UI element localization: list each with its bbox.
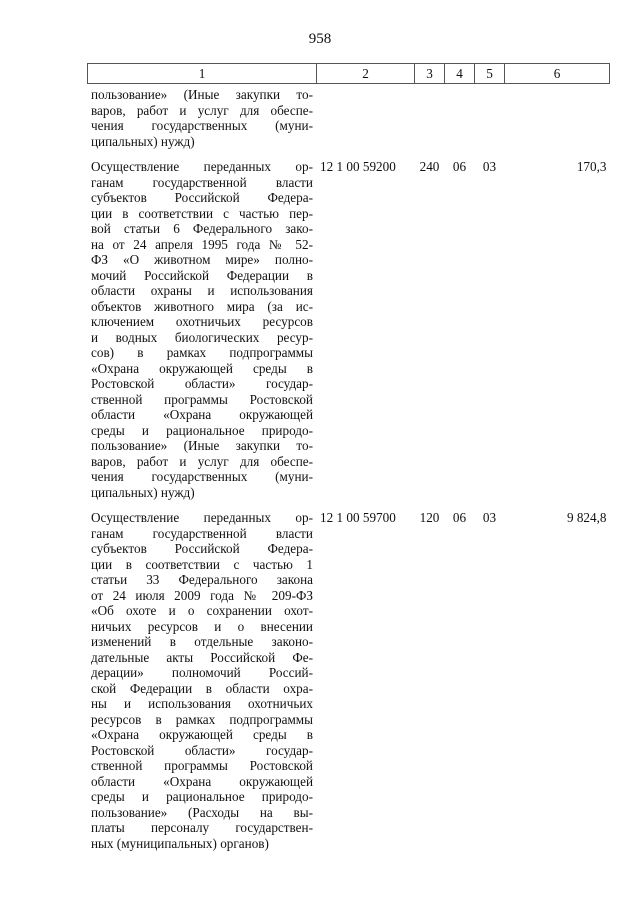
row-amount: 170,3 <box>576 159 607 174</box>
description-line: пользование» (Расходы на вы- <box>91 804 313 820</box>
row-section: 06 <box>452 510 467 525</box>
row-description <box>88 510 317 861</box>
description-line: пользование» (Иные закупки то- <box>91 87 313 102</box>
budget-table <box>87 63 610 861</box>
row-description <box>88 84 317 160</box>
description-line: области «Охрана окружающей <box>91 773 313 789</box>
description-line: Ростовской области» государ- <box>91 376 313 391</box>
description-line: ственной программы Ростовской <box>91 391 313 407</box>
description-line: на от 24 апреля 1995 года № 52- <box>91 236 313 252</box>
description-line: ключением охотничьих ресурсов <box>91 314 313 329</box>
row-amount <box>505 84 610 160</box>
row-expense-type <box>415 84 445 160</box>
row-amount: 9 824,8 <box>566 510 607 525</box>
description-line: ципальных) нужд) <box>91 484 195 500</box>
column-header-6: 6 <box>505 64 610 84</box>
table-header <box>88 64 610 84</box>
description-line: ФЗ «О животном мире» полно- <box>91 252 313 267</box>
description-line: статьи 33 Федерального закона <box>91 572 313 587</box>
row-expense-type: 240 <box>419 159 440 174</box>
description-line: чения государственных (муни- <box>91 118 313 133</box>
description-line: Осуществление переданных ор- <box>91 510 313 525</box>
description-line: мочий Российской Федерации в <box>91 267 313 283</box>
row-target-code: 12 1 00 59200 <box>320 159 396 174</box>
description-line: варов, работ и услуг для обеспе- <box>91 453 313 469</box>
column-header-5: 5 <box>475 64 505 84</box>
description-line: ресурсов в рамках подпрограммы <box>91 711 313 727</box>
description-line: области «Охрана окружающей <box>91 407 313 422</box>
description-line: ской Федерации в области охра- <box>91 680 313 696</box>
description-line: объектов животного мира (за ис- <box>91 298 313 314</box>
description-line: варов, работ и услуг для обеспе- <box>91 102 313 118</box>
description-line: платы персоналу государствен- <box>91 820 313 835</box>
row-target-code: 12 1 00 59700 <box>320 510 396 525</box>
column-header-3: 3 <box>415 64 445 84</box>
header-row <box>88 64 610 84</box>
description-line: ных (муниципальных) органов) <box>91 835 269 851</box>
column-header-1: 1 <box>88 64 317 84</box>
row-description <box>88 159 317 510</box>
description-line: ны и использования охотничьих <box>91 696 313 711</box>
description-line: среды и рациональное природо- <box>91 422 313 438</box>
description-line: ганам государственной власти <box>91 174 313 190</box>
description-line: ции в соответствии с частью 1 <box>91 556 313 572</box>
description-line: субъектов Российской Федера- <box>91 190 313 205</box>
description-line: «Об охоте и о сохранении охот- <box>91 603 313 618</box>
description-line: Ростовской области» государ- <box>91 742 313 758</box>
description-line: ципальных) нужд) <box>91 133 195 149</box>
row-section <box>445 84 475 160</box>
row-section: 06 <box>452 159 467 174</box>
row-subsection: 03 <box>482 510 497 525</box>
description-line: «Охрана окружающей среды в <box>91 727 313 742</box>
description-line: чения государственных (муни- <box>91 469 313 484</box>
row-expense-type: 120 <box>419 510 440 525</box>
description-line: дерации» полномочий Россий- <box>91 665 313 680</box>
description-line: ции в соответствии с частью пер- <box>91 205 313 221</box>
row-target-code <box>317 84 415 160</box>
description-line: пользование» (Иные закупки то- <box>91 438 313 453</box>
table-row <box>88 159 610 510</box>
row-subsection <box>475 84 505 160</box>
description-line: от 24 июля 2009 года № 209-ФЗ <box>91 587 313 603</box>
description-line: дательные акты Российской Фе- <box>91 649 313 665</box>
row-subsection: 03 <box>482 159 497 174</box>
table-body <box>88 84 610 862</box>
table-row <box>88 84 610 160</box>
description-line: ганам государственной власти <box>91 525 313 541</box>
description-line: и водных биологических ресур- <box>91 329 313 345</box>
description-line: вой статьи 6 Федерального зако- <box>91 221 313 236</box>
description-line: ничьих ресурсов и о внесении <box>91 618 313 634</box>
description-line: «Охрана окружающей среды в <box>91 360 313 376</box>
description-line: среды и рациональное природо- <box>91 789 313 804</box>
column-header-2: 2 <box>317 64 415 84</box>
description-line: Осуществление переданных ор- <box>91 159 313 174</box>
page-number: 958 <box>308 31 332 47</box>
description-line: субъектов Российской Федера- <box>91 541 313 556</box>
description-line: изменений в отдельные законо- <box>91 634 313 649</box>
description-line: сов) в рамках подпрограммы <box>91 345 313 360</box>
table-row <box>88 510 610 861</box>
description-line: ственной программы Ростовской <box>91 758 313 773</box>
column-header-4: 4 <box>445 64 475 84</box>
description-line: области охраны и использования <box>91 283 313 298</box>
